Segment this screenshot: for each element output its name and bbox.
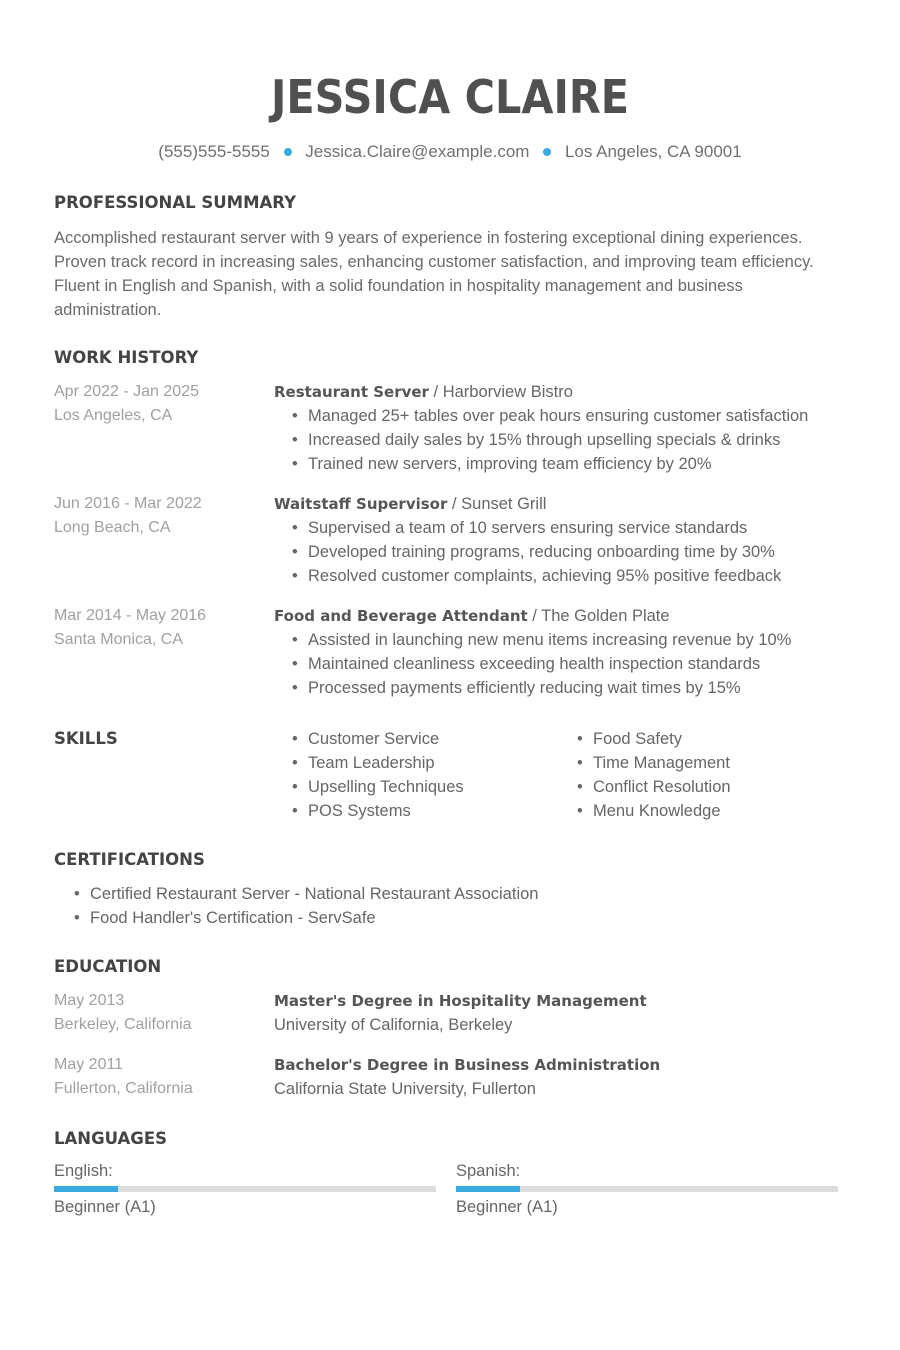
language-level: Beginner (A1) bbox=[54, 1198, 156, 1216]
skills-list bbox=[274, 727, 464, 823]
skill-item: • Conflict Resolution bbox=[573, 775, 731, 799]
contact-line bbox=[0, 142, 900, 162]
job-bullet: • Trained new servers, improving team efficiency by 20% bbox=[288, 452, 874, 476]
proficiency-fill bbox=[54, 1186, 118, 1192]
work-history-heading: WORK HISTORY bbox=[54, 348, 199, 367]
education-heading: EDUCATION bbox=[54, 957, 162, 976]
degree: Bachelor's Degree in Business Administration bbox=[274, 1056, 661, 1074]
language-english bbox=[54, 1162, 436, 1217]
skill-item: • Food Safety bbox=[573, 727, 731, 751]
skill-item: • Customer Service bbox=[288, 727, 464, 751]
degree-line bbox=[274, 989, 874, 1013]
skill-item: • Upselling Techniques bbox=[288, 775, 464, 799]
skill-item: • POS Systems bbox=[288, 799, 464, 823]
skill-item: • Menu Knowledge bbox=[573, 799, 731, 823]
job-bullet: • Processed payments efficiently reducing wait times by 15% bbox=[288, 676, 874, 700]
job-title-line bbox=[274, 492, 874, 516]
skills-column-1 bbox=[274, 727, 464, 823]
phone: (555)555-5555 bbox=[158, 142, 270, 161]
proficiency-bar bbox=[456, 1186, 838, 1192]
skills-heading: SKILLS bbox=[54, 729, 118, 748]
skills-column-2 bbox=[559, 727, 731, 823]
education-date: May 2011 bbox=[54, 1056, 124, 1073]
summary-text: Accomplished restaurant server with 9 years of experience in fostering exceptional dining experiences. Proven track record in increasing sales, enhancing customer satisfaction, and improving team efficiency. Fluent in English and Spanish, with a solid foundation in hospitality management and business administration. bbox=[54, 229, 814, 319]
job-bullets bbox=[274, 628, 874, 700]
job-title: Food and Beverage Attendant bbox=[274, 607, 528, 625]
job-bullets bbox=[274, 404, 874, 476]
education-details bbox=[274, 989, 874, 1037]
job-dates: Apr 2022 - Jan 2025 bbox=[54, 383, 199, 400]
job-meta bbox=[54, 380, 199, 428]
job-bullet: • Assisted in launching new menu items increasing revenue by 10% bbox=[288, 628, 874, 652]
job-title-line bbox=[274, 380, 874, 404]
education-details bbox=[274, 1053, 874, 1101]
school: California State University, Fullerton bbox=[274, 1080, 536, 1098]
location: Los Angeles, CA 90001 bbox=[564, 142, 742, 161]
job-meta bbox=[54, 604, 206, 652]
job-bullet: • Maintained cleanliness exceeding health inspection standards bbox=[288, 652, 874, 676]
language-level: Beginner (A1) bbox=[456, 1198, 558, 1216]
language-name: English: bbox=[54, 1162, 113, 1180]
certifications-list bbox=[70, 882, 538, 930]
job-details bbox=[274, 604, 874, 700]
job-bullet: • Developed training programs, reducing onboarding time by 30% bbox=[288, 540, 874, 564]
job-dates: Jun 2016 - Mar 2022 bbox=[54, 495, 202, 512]
candidate-name: JESSICA CLAIRE bbox=[270, 70, 630, 124]
job-company: / Sunset Grill bbox=[447, 495, 547, 513]
education-date: May 2013 bbox=[54, 992, 125, 1009]
certifications-heading: CERTIFICATIONS bbox=[54, 850, 205, 869]
separator-dot-icon bbox=[284, 148, 292, 156]
job-dates: Mar 2014 - May 2016 bbox=[54, 607, 207, 624]
language-spanish bbox=[456, 1162, 838, 1217]
education-location: Berkeley, California bbox=[54, 1016, 192, 1033]
job-company: / The Golden Plate bbox=[527, 607, 670, 625]
job-bullets bbox=[274, 516, 874, 588]
language-name: Spanish: bbox=[456, 1162, 521, 1180]
degree-line bbox=[274, 1053, 874, 1077]
job-bullet: • Supervised a team of 10 servers ensuring service standards bbox=[288, 516, 874, 540]
job-title: Restaurant Server bbox=[274, 383, 429, 401]
school: University of California, Berkeley bbox=[274, 1016, 513, 1034]
education-meta bbox=[54, 1053, 193, 1101]
summary-heading: PROFESSIONAL SUMMARY bbox=[54, 193, 297, 212]
languages-heading: LANGUAGES bbox=[54, 1129, 167, 1148]
job-details bbox=[274, 380, 874, 476]
job-title: Waitstaff Supervisor bbox=[274, 495, 448, 513]
cert-item: • Certified Restaurant Server - National Restaurant Association bbox=[70, 882, 538, 906]
degree: Master's Degree in Hospitality Management bbox=[274, 992, 647, 1010]
education-location: Fullerton, California bbox=[54, 1080, 193, 1097]
skills-list bbox=[559, 727, 731, 823]
job-location: Los Angeles, CA bbox=[54, 407, 173, 424]
job-location: Santa Monica, CA bbox=[54, 631, 183, 648]
cert-item: • Food Handler's Certification - ServSafe bbox=[70, 906, 538, 930]
job-title-line bbox=[274, 604, 874, 628]
job-bullet: • Resolved customer complaints, achieving 95% positive feedback bbox=[288, 564, 874, 588]
proficiency-bar bbox=[54, 1186, 436, 1192]
proficiency-fill bbox=[456, 1186, 520, 1192]
skill-item: • Team Leadership bbox=[288, 751, 464, 775]
education-meta bbox=[54, 989, 192, 1037]
cert-bullets bbox=[70, 882, 538, 930]
separator-dot-icon bbox=[543, 148, 551, 156]
job-location: Long Beach, CA bbox=[54, 519, 171, 536]
email: Jessica.Claire@example.com bbox=[305, 142, 530, 161]
job-bullet: • Managed 25+ tables over peak hours ensuring customer satisfaction bbox=[288, 404, 874, 428]
job-meta bbox=[54, 492, 202, 540]
skill-item: • Time Management bbox=[573, 751, 731, 775]
job-details bbox=[274, 492, 874, 588]
job-bullet: • Increased daily sales by 15% through upselling specials & drinks bbox=[288, 428, 874, 452]
job-company: / Harborview Bistro bbox=[428, 383, 573, 401]
